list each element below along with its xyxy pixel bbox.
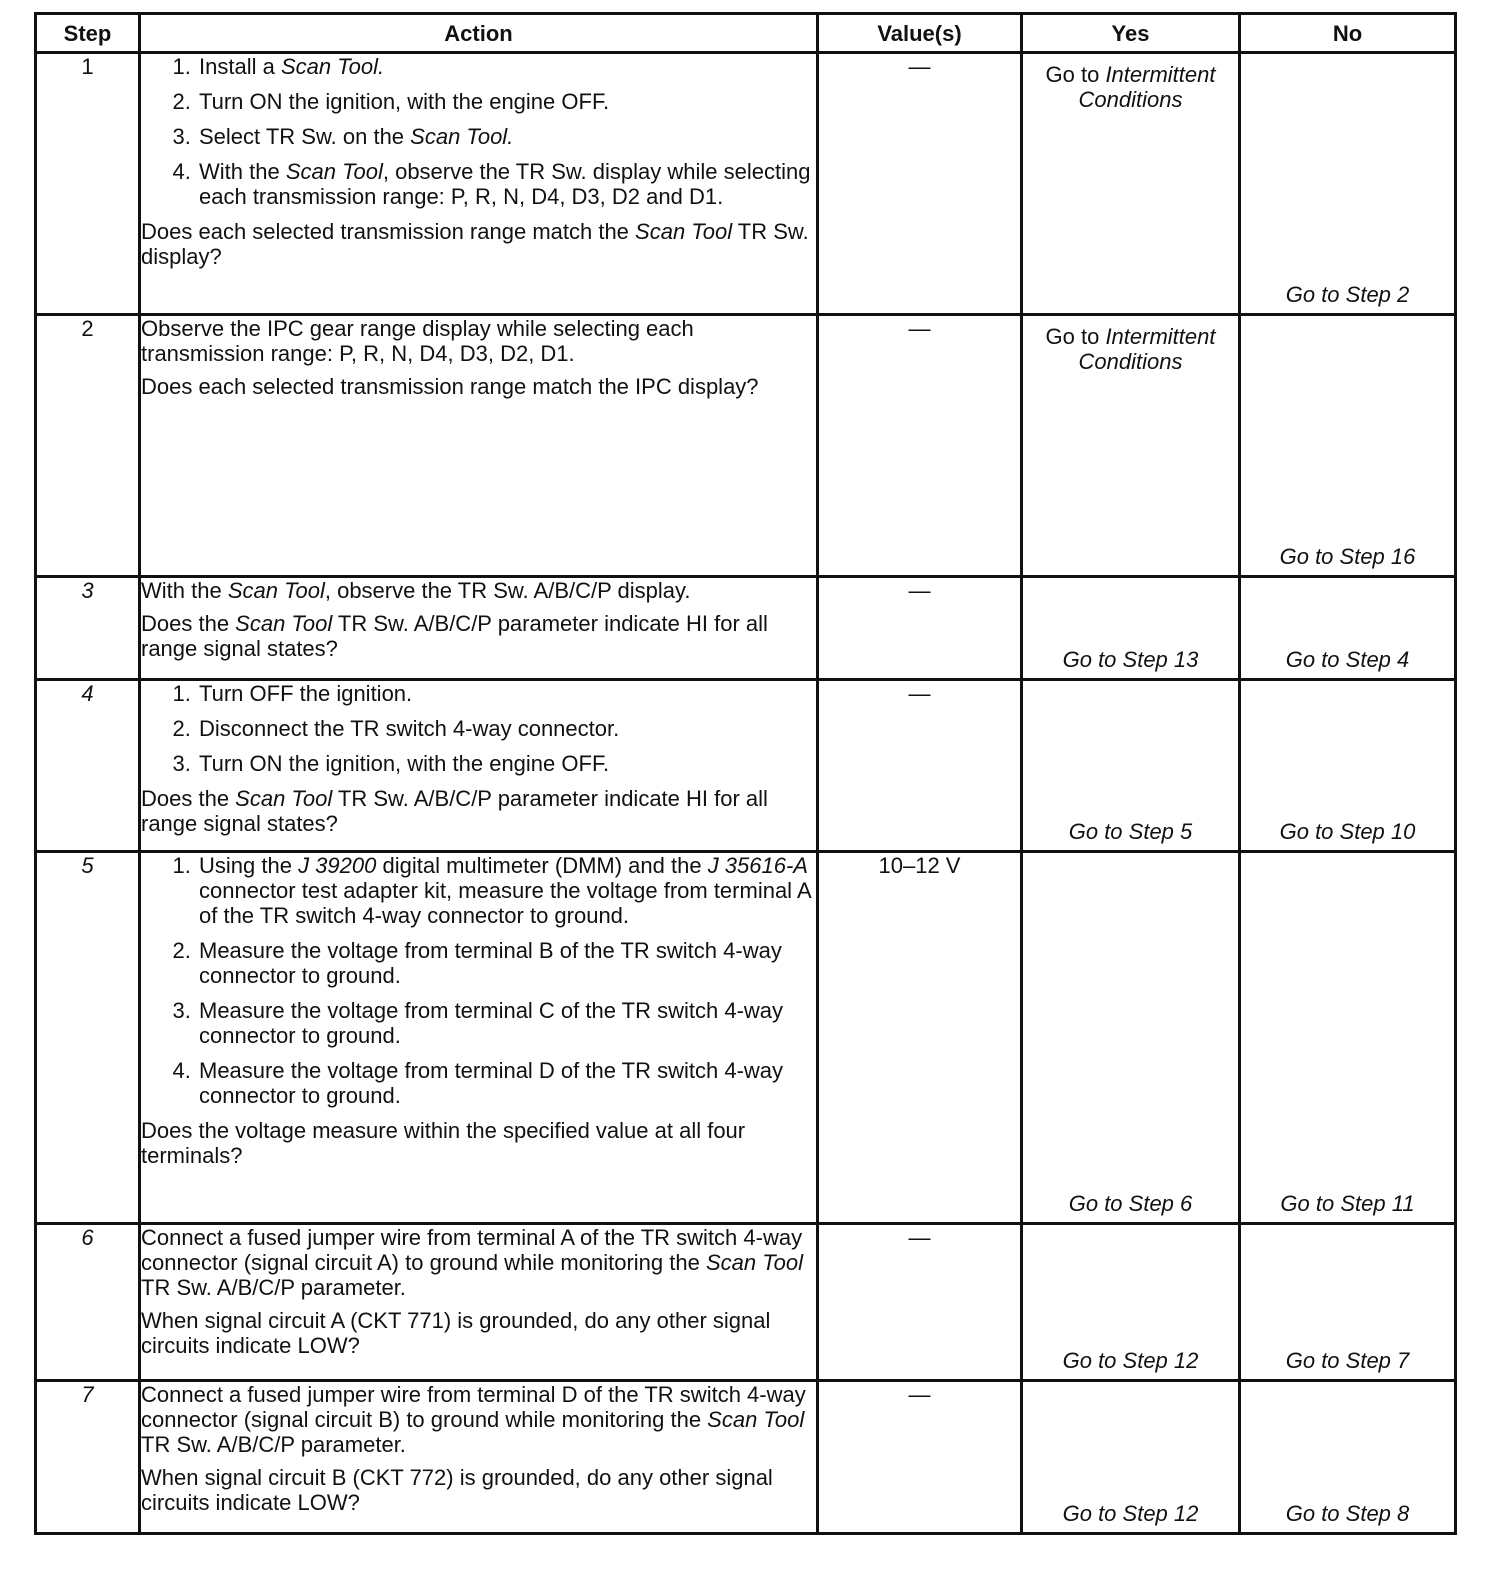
action-question [141, 1308, 816, 1358]
no-goto-link[interactable] [1241, 544, 1454, 569]
italic-text: Go to Step 11 [1280, 1191, 1415, 1216]
header-step: Step [36, 14, 140, 53]
no-cell [1240, 315, 1456, 577]
no-goto-link[interactable] [1241, 282, 1454, 307]
italic-text: Scan Tool [707, 1407, 805, 1432]
yes-cell [1022, 1381, 1240, 1534]
action-step [197, 54, 816, 79]
action-question [141, 374, 816, 399]
action-question [141, 1118, 816, 1168]
action-paragraph [141, 1225, 816, 1300]
text: TR Sw. A/B/C/P parameter indicate HI for all range signal states? [141, 611, 768, 661]
action-cell [140, 852, 818, 1224]
text: TR Sw. A/B/C/P parameter. [141, 1275, 406, 1300]
italic-text: Go to Step 6 [1068, 1191, 1193, 1216]
text: Connect a fused jumper wire from terminal A of the TR switch 4-way connector (signal circuit A) to ground while monitoring the [141, 1225, 803, 1275]
text: Using the [199, 853, 299, 878]
value-text: 10–12 V [878, 853, 961, 878]
value-text: — [908, 578, 931, 603]
text: Does each selected transmission range match the IPC display? [141, 374, 759, 399]
text: TR Sw. A/B/C/P parameter indicate HI for all range signal states? [141, 786, 768, 836]
text: Does the [141, 611, 236, 636]
italic-text: Go to Step 8 [1285, 1501, 1410, 1526]
italic-text: Scan Tool [705, 1250, 803, 1275]
action-paragraph [141, 578, 816, 603]
italic-text: Scan Tool [227, 578, 325, 603]
no-cell [1240, 852, 1456, 1224]
value-cell [818, 53, 1022, 315]
action-step [197, 1058, 816, 1108]
value-text: — [908, 54, 931, 79]
text: Disconnect the TR switch 4-way connector. [199, 716, 620, 741]
value-cell [818, 1224, 1022, 1381]
table-row [36, 852, 1456, 1224]
table-row [36, 577, 1456, 680]
yes-goto-link[interactable] [1023, 1501, 1238, 1526]
header-values: Value(s) [818, 14, 1022, 53]
action-cell [140, 1224, 818, 1381]
no-goto-link[interactable] [1241, 1191, 1454, 1216]
action-steps-list [141, 681, 816, 776]
italic-text: Scan Tool [235, 611, 333, 636]
yes-goto-link[interactable] [1023, 647, 1238, 672]
no-cell [1240, 1381, 1456, 1534]
action-question [141, 1465, 816, 1515]
action-cell [140, 53, 818, 315]
text: With the [199, 159, 286, 184]
no-cell [1240, 577, 1456, 680]
step-number [36, 680, 140, 852]
value-text: — [908, 1382, 931, 1407]
value-cell [818, 315, 1022, 577]
header-action: Action [140, 14, 818, 53]
italic-text: Go to Step 7 [1285, 1348, 1410, 1373]
step-number [36, 852, 140, 1224]
text: Does the voltage measure within the specified value at all four terminals? [141, 1118, 746, 1168]
table-row [36, 315, 1456, 577]
table-row [36, 1224, 1456, 1381]
italic-text: Go to Step 12 [1062, 1348, 1199, 1373]
action-cell [140, 315, 818, 577]
value-cell [818, 680, 1022, 852]
step-number [36, 1381, 140, 1534]
italic-text: Go to Step 12 [1062, 1501, 1199, 1526]
value-cell [818, 577, 1022, 680]
table-body [36, 53, 1456, 1534]
italic-text: Scan Tool. [410, 124, 514, 149]
text: , observe the TR Sw. display while selecting each transmission range: P, R, N, D4, D3, D2 and D1. [199, 159, 811, 209]
table-row [36, 680, 1456, 852]
text: Measure the voltage from terminal D of the TR switch 4-way connector to ground. [199, 1058, 784, 1108]
italic-text: Go to Step 13 [1062, 647, 1199, 672]
italic-text: Go to Step 5 [1068, 819, 1193, 844]
action-step [197, 681, 816, 706]
action-question [141, 611, 816, 661]
italic-text: Scan Tool [285, 159, 383, 184]
action-steps-list [141, 853, 816, 1108]
action-steps-list [141, 54, 816, 209]
yes-cell [1022, 577, 1240, 680]
step-number-text: 3 [81, 578, 94, 603]
no-goto-link[interactable] [1241, 819, 1454, 844]
text: , observe the TR Sw. A/B/C/P display. [324, 578, 691, 603]
italic-text: Scan Tool. [280, 54, 385, 79]
text: Measure the voltage from terminal B of the TR switch 4-way connector to ground. [199, 938, 782, 988]
italic-text: J 39200 [298, 853, 377, 878]
action-step [197, 853, 816, 928]
italic-text: Go to Step 16 [1279, 544, 1416, 569]
yes-cell [1022, 852, 1240, 1224]
text: Go to [1045, 324, 1106, 349]
action-step [197, 998, 816, 1048]
action-step [197, 89, 816, 114]
yes-cell [1022, 680, 1240, 852]
text: digital multimeter (DMM) and the [376, 853, 708, 878]
table-row [36, 53, 1456, 315]
italic-text: Intermittent Conditions [1078, 324, 1216, 374]
step-number-text: 2 [81, 316, 94, 341]
italic-text: Scan Tool [635, 219, 733, 244]
action-step [197, 124, 816, 149]
value-text: — [908, 1225, 931, 1250]
diagnostic-table [34, 12, 1457, 1535]
text: Turn OFF the ignition. [199, 681, 413, 706]
step-number-text: 7 [81, 1382, 94, 1407]
action-paragraph [141, 1382, 816, 1457]
no-cell [1240, 680, 1456, 852]
no-goto-link[interactable] [1241, 647, 1454, 672]
yes-goto-link[interactable] [1023, 819, 1238, 844]
italic-text: Go to Step 4 [1285, 647, 1410, 672]
yes-goto-link[interactable] [1023, 54, 1238, 112]
text: TR Sw. display? [141, 219, 809, 269]
text: Observe the IPC gear range display while selecting each transmission range: P, R, N, D4, D3, D2, D1. [141, 316, 694, 366]
table-row [36, 1381, 1456, 1534]
text: When signal circuit B (CKT 772) is grounded, do any other signal circuits indicate LOW? [141, 1465, 773, 1515]
text: Select TR Sw. on the [199, 124, 411, 149]
yes-goto-link[interactable] [1023, 1348, 1238, 1373]
step-number-text: 6 [81, 1225, 94, 1250]
text: Does each selected transmission range match the [141, 219, 636, 244]
action-cell [140, 680, 818, 852]
step-number [36, 315, 140, 577]
yes-cell [1022, 315, 1240, 577]
text: Turn ON the ignition, with the engine OFF. [199, 751, 610, 776]
action-paragraph [141, 316, 816, 366]
text: Measure the voltage from terminal C of the TR switch 4-way connector to ground. [199, 998, 784, 1048]
italic-text: Intermittent Conditions [1078, 62, 1216, 112]
value-cell [818, 852, 1022, 1224]
value-text: — [908, 681, 931, 706]
text: Turn ON the ignition, with the engine OFF. [199, 89, 610, 114]
text: Does the [141, 786, 236, 811]
no-goto-link[interactable] [1241, 1501, 1454, 1526]
header-yes: Yes [1022, 14, 1240, 53]
action-cell [140, 1381, 818, 1534]
step-number-text: 5 [81, 853, 94, 878]
yes-goto-link[interactable] [1023, 1191, 1238, 1216]
step-number-text: 4 [81, 681, 94, 706]
value-text: — [908, 316, 931, 341]
step-number [36, 1224, 140, 1381]
action-question [141, 219, 816, 269]
text: When signal circuit A (CKT 771) is grounded, do any other signal circuits indicate LOW? [141, 1308, 771, 1358]
yes-cell [1022, 53, 1240, 315]
text: Install a [199, 54, 281, 79]
italic-text: Go to Step 2 [1285, 282, 1410, 307]
italic-text: J 35616-A [707, 853, 808, 878]
action-step [197, 716, 816, 741]
text: connector test adapter kit, measure the voltage from terminal A of the TR switch 4-way connector to ground. [199, 878, 811, 928]
action-step [197, 938, 816, 988]
step-number-text: 1 [81, 54, 94, 79]
text: Connect a fused jumper wire from terminal D of the TR switch 4-way connector (signal circuit B) to ground while monitoring the [141, 1382, 806, 1432]
action-cell [140, 577, 818, 680]
italic-text: Go to Step 10 [1279, 819, 1416, 844]
yes-goto-link[interactable] [1023, 316, 1238, 374]
yes-cell [1022, 1224, 1240, 1381]
step-number [36, 577, 140, 680]
text: With the [141, 578, 228, 603]
action-step [197, 751, 816, 776]
italic-text: Scan Tool [235, 786, 333, 811]
header-no: No [1240, 14, 1456, 53]
action-question [141, 786, 816, 836]
action-step [197, 159, 816, 209]
value-cell [818, 1381, 1022, 1534]
no-cell [1240, 53, 1456, 315]
step-number [36, 53, 140, 315]
header-row [36, 14, 1456, 53]
text: Go to [1045, 62, 1106, 87]
text: TR Sw. A/B/C/P parameter. [141, 1432, 406, 1457]
no-cell [1240, 1224, 1456, 1381]
no-goto-link[interactable] [1241, 1348, 1454, 1373]
